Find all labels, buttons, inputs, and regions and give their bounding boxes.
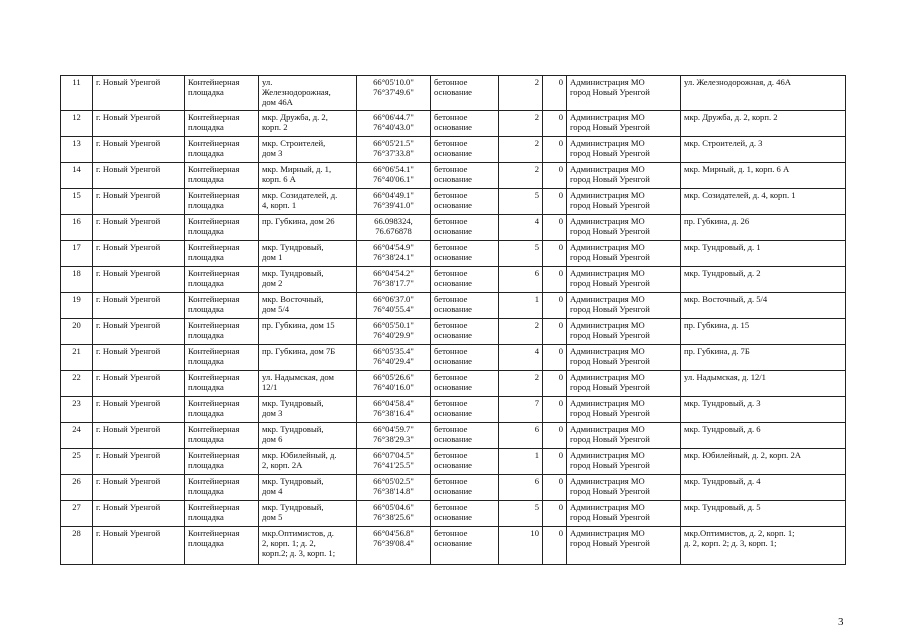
cell-site-type: Контейнерная площадка [185,344,259,370]
table-row [61,292,846,318]
cell-site-type: Контейнерная площадка [185,214,259,240]
cell-coordinates: 66°04'54.2" 76°38'17.7" [357,266,431,292]
cell-container-count: 4 [499,344,543,370]
cell-city: г. Новый Уренгой [93,422,185,448]
cell-address: мкр. Созидателей, д. 4, корп. 1 [259,188,357,214]
cell-container-count: 7 [499,396,543,422]
cell-address: мкр. Тундровый, дом 6 [259,422,357,448]
table-row [61,370,846,396]
table-row [61,422,846,448]
cell-site-type: Контейнерная площадка [185,474,259,500]
table-row [61,474,846,500]
table-row [61,526,846,564]
cell-served-objects: ул. Надымская, д. 12/1 [681,370,846,396]
cell-served-objects: пр. Губкина, д. 15 [681,318,846,344]
cell-address: мкр. Мирный, д. 1, корп. 6 А [259,162,357,188]
cell-number: 21 [61,344,93,370]
cell-site-type: Контейнерная площадка [185,526,259,564]
table-row [61,318,846,344]
cell-number: 16 [61,214,93,240]
cell-number: 18 [61,266,93,292]
table-row [61,214,846,240]
cell-container-count: 6 [499,422,543,448]
cell-served-objects: мкр. Строителей, д. 3 [681,136,846,162]
cell-container-count: 2 [499,318,543,344]
cell-base-type: бетонное основание [431,422,499,448]
cell-owner: Администрация МО город Новый Уренгой [567,500,681,526]
cell-city: г. Новый Уренгой [93,526,185,564]
cell-container-count: 6 [499,266,543,292]
cell-site-type: Контейнерная площадка [185,110,259,136]
cell-city: г. Новый Уренгой [93,110,185,136]
cell-owner: Администрация МО город Новый Уренгой [567,526,681,564]
cell-owner: Администрация МО город Новый Уренгой [567,370,681,396]
cell-base-type: бетонное основание [431,214,499,240]
cell-number: 13 [61,136,93,162]
cell-served-objects: мкр. Дружба, д. 2, корп. 2 [681,110,846,136]
cell-owner: Администрация МО город Новый Уренгой [567,344,681,370]
cell-city: г. Новый Уренгой [93,370,185,396]
cell-address: пр. Губкина, дом 7Б [259,344,357,370]
cell-coordinates: 66°04'49.1" 76°39'41.0" [357,188,431,214]
cell-coordinates: 66°07'04.5" 76°41'25.5" [357,448,431,474]
cell-coordinates: 66°05'50.1" 76°40'29.9" [357,318,431,344]
cell-number: 20 [61,318,93,344]
cell-owner: Администрация МО город Новый Уренгой [567,422,681,448]
cell-container-count: 2 [499,162,543,188]
cell-coordinates: 66°05'35.4" 76°40'29.4" [357,344,431,370]
cell-container-count-2: 0 [543,188,567,214]
cell-number: 26 [61,474,93,500]
cell-base-type: бетонное основание [431,474,499,500]
cell-container-count-2: 0 [543,240,567,266]
cell-site-type: Контейнерная площадка [185,136,259,162]
cell-owner: Администрация МО город Новый Уренгой [567,110,681,136]
cell-address: мкр.Оптимистов, д. 2, корп. 1; д. 2, корп.2; д. 3, корп. 1; [259,526,357,564]
cell-number: 17 [61,240,93,266]
cell-owner: Администрация МО город Новый Уренгой [567,474,681,500]
cell-coordinates: 66°06'44.7" 76°40'43.0" [357,110,431,136]
cell-base-type: бетонное основание [431,292,499,318]
cell-container-count: 10 [499,526,543,564]
cell-base-type: бетонное основание [431,188,499,214]
cell-container-count-2: 0 [543,422,567,448]
cell-base-type: бетонное основание [431,110,499,136]
cell-served-objects: мкр. Созидателей, д. 4, корп. 1 [681,188,846,214]
cell-base-type: бетонное основание [431,396,499,422]
cell-served-objects: пр. Губкина, д. 26 [681,214,846,240]
cell-coordinates: 66°05'02.5" 76°38'14.8" [357,474,431,500]
cell-coordinates: 66°04'54.9" 76°38'24.1" [357,240,431,266]
cell-container-count: 4 [499,214,543,240]
cell-number: 25 [61,448,93,474]
cell-site-type: Контейнерная площадка [185,396,259,422]
cell-site-type: Контейнерная площадка [185,370,259,396]
cell-owner: Администрация МО город Новый Уренгой [567,162,681,188]
cell-number: 28 [61,526,93,564]
cell-owner: Администрация МО город Новый Уренгой [567,292,681,318]
cell-site-type: Контейнерная площадка [185,292,259,318]
cell-served-objects: мкр. Тундровый, д. 1 [681,240,846,266]
cell-city: г. Новый Уренгой [93,136,185,162]
cell-city: г. Новый Уренгой [93,292,185,318]
cell-number: 11 [61,76,93,111]
cell-base-type: бетонное основание [431,344,499,370]
cell-number: 27 [61,500,93,526]
cell-address: мкр. Тундровый, дом 3 [259,396,357,422]
cell-coordinates: 66°04'59.7" 76°38'29.3" [357,422,431,448]
cell-served-objects: мкр. Юбилейный, д. 2, корп. 2А [681,448,846,474]
cell-city: г. Новый Уренгой [93,188,185,214]
cell-served-objects: ул. Железнодорожная, д. 46А [681,76,846,111]
cell-container-count-2: 0 [543,448,567,474]
cell-owner: Администрация МО город Новый Уренгой [567,188,681,214]
cell-served-objects: мкр. Тундровый, д. 4 [681,474,846,500]
cell-city: г. Новый Уренгой [93,344,185,370]
cell-owner: Администрация МО город Новый Уренгой [567,396,681,422]
cell-number: 22 [61,370,93,396]
cell-site-type: Контейнерная площадка [185,448,259,474]
cell-served-objects: мкр. Тундровый, д. 3 [681,396,846,422]
cell-served-objects: мкр. Тундровый, д. 6 [681,422,846,448]
cell-owner: Администрация МО город Новый Уренгой [567,318,681,344]
cell-base-type: бетонное основание [431,76,499,111]
cell-coordinates: 66°05'21.5" 76°37'33.8" [357,136,431,162]
table-row [61,396,846,422]
table-row [61,162,846,188]
table-row [61,240,846,266]
cell-container-count-2: 0 [543,110,567,136]
cell-address: ул. Железнодорожная, дом 46А [259,76,357,111]
cell-address: ул. Надымская, дом 12/1 [259,370,357,396]
cell-base-type: бетонное основание [431,448,499,474]
cell-container-count-2: 0 [543,76,567,111]
cell-base-type: бетонное основание [431,318,499,344]
cell-served-objects: мкр. Восточный, д. 5/4 [681,292,846,318]
table-row [61,76,846,111]
cell-owner: Администрация МО город Новый Уренгой [567,240,681,266]
cell-site-type: Контейнерная площадка [185,240,259,266]
cell-coordinates: 66°05'04.6" 76°38'25.6" [357,500,431,526]
cell-container-count: 2 [499,136,543,162]
table-row [61,266,846,292]
cell-city: г. Новый Уренгой [93,396,185,422]
cell-city: г. Новый Уренгой [93,240,185,266]
cell-container-count-2: 0 [543,136,567,162]
cell-served-objects: мкр.Оптимистов, д. 2, корп. 1; д. 2, корп. 2; д. 3, корп. 1; [681,526,846,564]
cell-base-type: бетонное основание [431,370,499,396]
cell-city: г. Новый Уренгой [93,76,185,111]
cell-address: мкр. Дружба, д. 2, корп. 2 [259,110,357,136]
cell-owner: Администрация МО город Новый Уренгой [567,448,681,474]
cell-served-objects: мкр. Тундровый, д. 2 [681,266,846,292]
cell-container-count-2: 0 [543,214,567,240]
cell-base-type: бетонное основание [431,500,499,526]
cell-city: г. Новый Уренгой [93,500,185,526]
table-row [61,344,846,370]
cell-city: г. Новый Уренгой [93,448,185,474]
cell-coordinates: 66°04'56.8" 76°39'08.4" [357,526,431,564]
waste-sites-table [60,75,846,565]
cell-container-count: 2 [499,76,543,111]
cell-container-count: 2 [499,370,543,396]
cell-container-count: 6 [499,474,543,500]
page-number: 3 [838,616,844,628]
cell-city: г. Новый Уренгой [93,474,185,500]
cell-container-count-2: 0 [543,266,567,292]
cell-served-objects: мкр. Тундровый, д. 5 [681,500,846,526]
cell-container-count: 5 [499,500,543,526]
cell-address: мкр. Тундровый, дом 2 [259,266,357,292]
cell-container-count-2: 0 [543,318,567,344]
cell-site-type: Контейнерная площадка [185,318,259,344]
cell-owner: Администрация МО город Новый Уренгой [567,136,681,162]
cell-city: г. Новый Уренгой [93,266,185,292]
cell-coordinates: 66°06'37.0" 76°40'55.4" [357,292,431,318]
cell-served-objects: пр. Губкина, д. 7Б [681,344,846,370]
cell-number: 19 [61,292,93,318]
table-row [61,188,846,214]
cell-site-type: Контейнерная площадка [185,76,259,111]
cell-container-count-2: 0 [543,526,567,564]
table-row [61,110,846,136]
cell-owner: Администрация МО город Новый Уренгой [567,76,681,111]
cell-address: мкр. Тундровый, дом 1 [259,240,357,266]
table-row [61,448,846,474]
cell-address: пр. Губкина, дом 26 [259,214,357,240]
cell-city: г. Новый Уренгой [93,214,185,240]
cell-base-type: бетонное основание [431,240,499,266]
cell-container-count: 2 [499,110,543,136]
cell-container-count: 1 [499,448,543,474]
cell-container-count: 1 [499,292,543,318]
cell-address: мкр. Юбилейный, д. 2, корп. 2А [259,448,357,474]
cell-number: 24 [61,422,93,448]
cell-number: 14 [61,162,93,188]
cell-owner: Администрация МО город Новый Уренгой [567,214,681,240]
cell-container-count-2: 0 [543,396,567,422]
cell-container-count: 5 [499,188,543,214]
cell-address: мкр. Строителей, дом 3 [259,136,357,162]
cell-site-type: Контейнерная площадка [185,162,259,188]
cell-base-type: бетонное основание [431,136,499,162]
table-body [61,76,846,565]
cell-coordinates: 66.098324, 76.676878 [357,214,431,240]
cell-address: мкр. Тундровый, дом 4 [259,474,357,500]
cell-container-count: 5 [499,240,543,266]
cell-container-count-2: 0 [543,474,567,500]
cell-number: 12 [61,110,93,136]
cell-coordinates: 66°06'54.1" 76°40'06.1" [357,162,431,188]
cell-container-count-2: 0 [543,292,567,318]
cell-site-type: Контейнерная площадка [185,422,259,448]
cell-site-type: Контейнерная площадка [185,188,259,214]
cell-number: 15 [61,188,93,214]
cell-base-type: бетонное основание [431,162,499,188]
table-row [61,136,846,162]
cell-address: мкр. Восточный, дом 5/4 [259,292,357,318]
table-row [61,500,846,526]
cell-address: мкр. Тундровый, дом 5 [259,500,357,526]
cell-container-count-2: 0 [543,344,567,370]
cell-container-count-2: 0 [543,162,567,188]
cell-container-count-2: 0 [543,500,567,526]
cell-served-objects: мкр. Мирный, д. 1, корп. 6 А [681,162,846,188]
cell-address: пр. Губкина, дом 15 [259,318,357,344]
cell-owner: Администрация МО город Новый Уренгой [567,266,681,292]
cell-coordinates: 66°05'10.0" 76°37'49.6" [357,76,431,111]
cell-site-type: Контейнерная площадка [185,266,259,292]
cell-base-type: бетонное основание [431,526,499,564]
cell-city: г. Новый Уренгой [93,318,185,344]
cell-base-type: бетонное основание [431,266,499,292]
cell-coordinates: 66°05'26.6" 76°40'16.0" [357,370,431,396]
cell-container-count-2: 0 [543,370,567,396]
cell-coordinates: 66°04'58.4" 76°38'16.4" [357,396,431,422]
cell-site-type: Контейнерная площадка [185,500,259,526]
cell-number: 23 [61,396,93,422]
cell-city: г. Новый Уренгой [93,162,185,188]
